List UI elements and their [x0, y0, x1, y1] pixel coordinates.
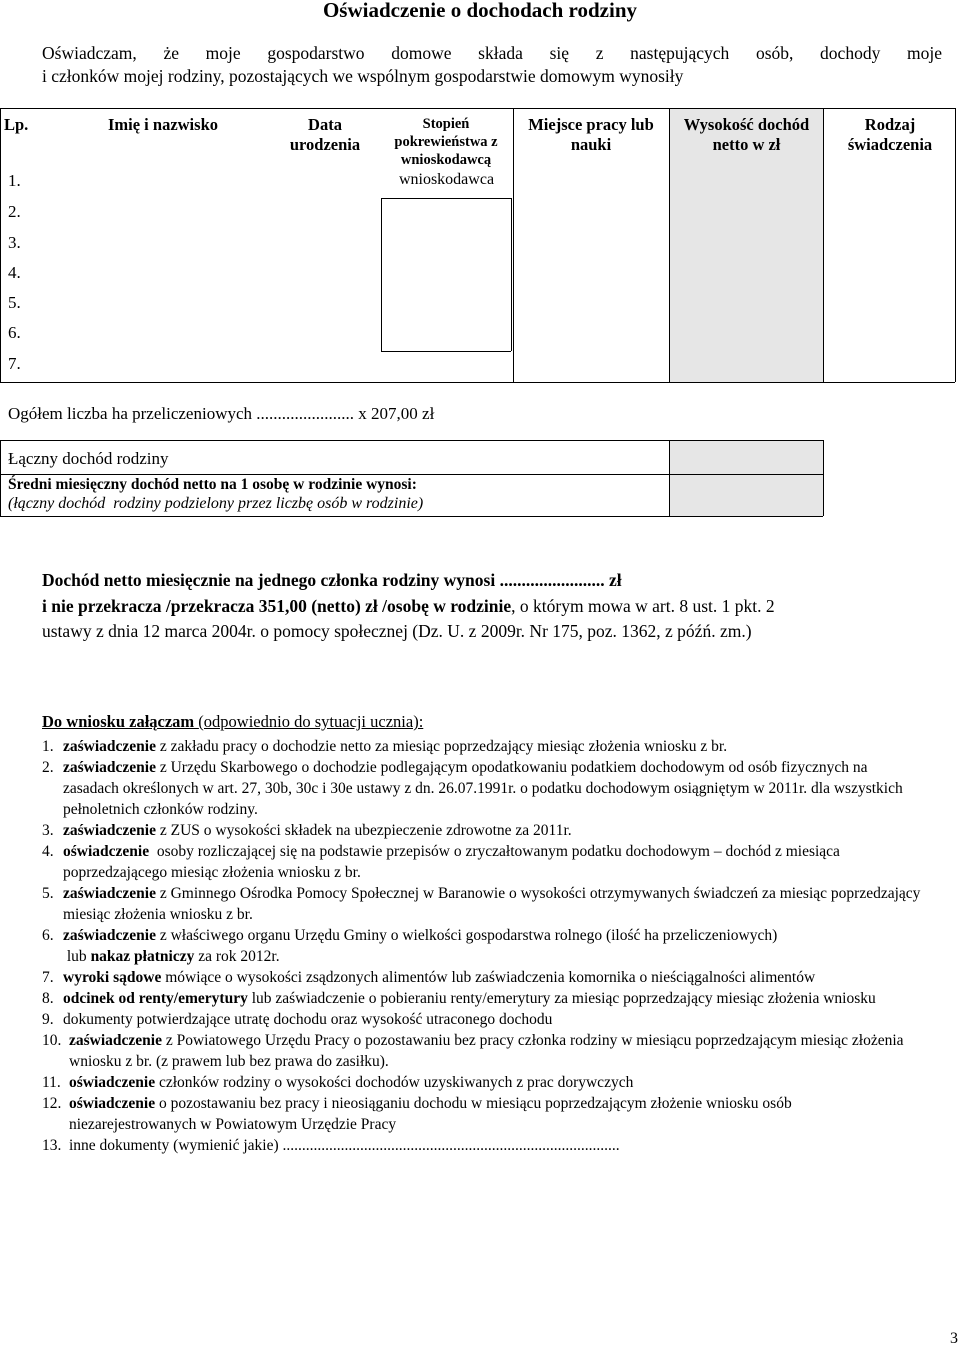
attachment-number: 7.	[42, 969, 54, 986]
attachment-doc-type: oświadczenie	[69, 1074, 156, 1091]
attachment-description: z Urzędu Skarbowego o dochodzie podlegającym opodatkowaniu podatkiem dochodowym od osób fizycznych na zasadach określonych w art. 27, 30b, 30c i 30e ustawy z dn. 26.07.1991r. o podatku dochodowym osiągniętym w 2011r. dla wszystkich pełnoletnich członków rodziny.	[63, 759, 907, 818]
attachment-item	[42, 1135, 922, 1156]
attachments-heading-bold: Do wniosku załączam	[42, 712, 199, 731]
attachment-doc-type: zaświadczenie	[63, 822, 156, 839]
family-table	[0, 0, 960, 520]
attachment-text	[63, 1009, 922, 1030]
header-lp: Lp.	[4, 115, 29, 134]
attachment-description: lub zaświadczenie o pobieraniu renty/emerytury za miesiąc poprzedzający miesiąc złożenia wniosku	[247, 990, 876, 1007]
attachment-text	[69, 1135, 922, 1156]
header-relation: Stopień pokrewieństwa z wnioskodawcą	[394, 116, 498, 168]
page-number: 3	[950, 1330, 958, 1347]
avg-income-label: Średni miesięczny dochód netto na 1 osobę w rodzinie wynosi:	[8, 476, 417, 493]
attachment-cont: lub	[63, 948, 91, 965]
attachment-text	[63, 967, 922, 988]
attachment-description: mówiące o wysokości zsądzonych alimentów lub zaświadczenia komornika o nieściągalności alimentów	[161, 969, 816, 986]
attachment-item	[42, 820, 922, 841]
header-work: Miejsce pracy lub nauki	[528, 115, 654, 154]
attachment-number: 3.	[42, 822, 54, 839]
intro-word: Oświadczam,	[42, 43, 137, 63]
attachment-cont-end: za rok 2012r.	[194, 948, 280, 965]
attachments-heading-rest: (odpowiednio do sytuacji ucznia):	[198, 712, 424, 731]
attachment-description: z właściwego organu Urzędu Gminy o wielkości gospodarstwa rolnego (ilość ha przeliczeniowych)	[155, 927, 778, 944]
row-number: 1.	[8, 171, 21, 190]
row-number: 3.	[8, 233, 21, 252]
attachment-item	[42, 883, 925, 925]
attachment-item	[42, 1072, 922, 1093]
attachment-description: z ZUS o wysokości składek na ubezpieczenie zdrowotne za 2011r.	[155, 822, 572, 839]
attachment-text	[63, 925, 922, 967]
attachment-number: 4.	[42, 843, 54, 860]
attachment-item	[42, 967, 922, 988]
attachment-text	[69, 1093, 922, 1135]
intro-word: się	[549, 43, 570, 63]
attachment-text	[69, 1072, 922, 1093]
attachment-item	[42, 841, 922, 883]
header-benefit: Rodzaj świadczenia	[847, 115, 933, 154]
attachment-item	[42, 1093, 922, 1135]
intro-word: dochody	[820, 43, 881, 63]
attachment-description: inne dokumenty (wymienić jakie) .......................................................................................	[69, 1137, 620, 1154]
attachment-number: 12.	[42, 1095, 62, 1112]
relation-applicant: wnioskodawca	[398, 171, 495, 188]
threshold-rest: , o którym mowa w art. 8 ust. 1 pkt. 2	[511, 596, 775, 616]
attachment-description: dokumenty potwierdzające utratę dochodu oraz wysokość utraconego dochodu	[63, 1011, 553, 1028]
attachment-description: z Powiatowego Urzędu Pracy o pozostawaniu bez pracy członka rodziny w miesiącu poprzedzającym miesiąc złożenia wniosku z br. (z prawem lub bez prawa do zasiłku).	[69, 1032, 908, 1070]
intro-word: gospodarstwo	[267, 43, 365, 63]
attachments-heading	[42, 712, 423, 732]
header-income: Wysokość dochód netto w zł	[683, 115, 810, 154]
attachment-text	[69, 1030, 922, 1072]
intro-word: domowe	[391, 43, 452, 63]
row-number: 7.	[8, 354, 21, 373]
header-birth-date: Data urodzenia	[289, 115, 361, 154]
attachment-doc-type: zaświadczenie	[63, 927, 156, 944]
attachment-text	[63, 883, 925, 925]
row-number: 4.	[8, 263, 21, 282]
attachment-description: z Gminnego Ośrodka Pomocy Społecznej w Baranowie o wysokości otrzymywanych świadczeń za miesiąc poprzedzający miesiąc złożenia wniosku z br.	[63, 885, 925, 923]
intro-word: moje	[205, 43, 241, 63]
attachment-doc-type: zaświadczenie	[63, 738, 156, 755]
row-number: 2.	[8, 202, 21, 221]
avg-income-note: (łączny dochód rodziny podzielony przez liczbę osób w rodzinie)	[8, 495, 424, 512]
attachment-number: 8.	[42, 990, 54, 1007]
threshold-bold: i nie przekracza /przekracza 351,00 (netto) zł /osobę w rodzinie	[42, 596, 512, 616]
document-title: Oświadczenie o dochodach rodziny	[322, 0, 638, 22]
attachment-doc-type: wyroki sądowe	[63, 969, 162, 986]
attachment-number: 10.	[42, 1032, 62, 1049]
attachment-item	[42, 925, 922, 967]
attachment-number: 9.	[42, 1011, 54, 1028]
summary-income-shade	[669, 440, 823, 516]
attachment-description: osoby rozliczającej się na podstawie przepisów o zryczałtowanym podatku dochodowym – dochód z miesiąca poprzedzającego miesiąc złożenia wniosku z br.	[63, 843, 844, 881]
intro-word: że	[163, 43, 179, 63]
statute-line: ustawy z dnia 12 marca 2004r. o pomocy społecznej (Dz. U. z 2009r. Nr 175, poz. 1362, z późń. zm.)	[42, 621, 752, 641]
attachment-item	[42, 1030, 922, 1072]
income-per-person-line: Dochód netto miesięcznie na jednego członka rodziny wynosi ........................ zł	[42, 570, 622, 590]
attachment-text	[63, 736, 922, 757]
row-number: 6.	[8, 323, 21, 342]
attachment-text	[63, 988, 922, 1009]
attachment-item	[42, 988, 922, 1009]
row-number: 5.	[8, 293, 21, 312]
intro-word: składa	[478, 43, 523, 63]
attachment-number: 13.	[42, 1137, 62, 1154]
attachment-number: 5.	[42, 885, 54, 902]
attachment-text	[63, 757, 922, 820]
attachment-cont-bold: nakaz płatniczy	[90, 948, 195, 965]
hectares-line: Ogółem liczba ha przeliczeniowych ....................... x 207,00 zł	[8, 404, 435, 423]
attachment-item	[42, 757, 922, 820]
intro-word: z	[595, 43, 604, 63]
attachment-description: z zakładu pracy o dochodzie netto za miesiąc poprzedzający miesiąc złożenia wniosku z br.	[155, 738, 728, 755]
threshold-line	[42, 596, 952, 617]
attachment-doc-type: zaświadczenie	[69, 1032, 162, 1049]
attachment-doc-type: zaświadczenie	[63, 759, 156, 776]
attachment-text	[63, 841, 922, 883]
attachment-description: o pozostawaniu bez pracy i nieosiąganiu dochodu w miesiącu poprzedzającym złożenie wniosku osób niezarejestrowanych w Powiatowym Urzędzie Pracy	[69, 1095, 796, 1133]
attachment-number: 11.	[42, 1074, 61, 1091]
attachment-description: członków rodziny o wysokości dochodów uzyskiwanych z prac dorywczych	[155, 1074, 634, 1091]
attachment-text	[63, 820, 922, 841]
attachment-item	[42, 1009, 922, 1030]
intro-word: moje	[907, 43, 942, 63]
header-name: Imię i nazwisko	[107, 115, 218, 134]
attachments-list	[42, 736, 925, 1156]
intro-word: osób,	[755, 43, 794, 63]
attachment-item	[42, 736, 922, 757]
attachment-doc-type: zaświadczenie	[63, 885, 156, 902]
attachment-number: 2.	[42, 759, 54, 776]
attachment-number: 1.	[42, 738, 54, 755]
attachment-doc-type: oświadczenie	[69, 1095, 156, 1112]
intro-word: następujących	[630, 43, 730, 63]
attachment-number: 6.	[42, 927, 54, 944]
total-income-label: Łączny dochód rodziny	[8, 449, 169, 468]
attachment-doc-type: odcinek od renty/emerytury	[63, 990, 248, 1007]
intro-line-2: i członków mojej rodziny, pozostających we wspólnym gospodarstwie domowym wynosiły	[42, 66, 684, 86]
attachment-doc-type: oświadczenie	[63, 843, 150, 860]
